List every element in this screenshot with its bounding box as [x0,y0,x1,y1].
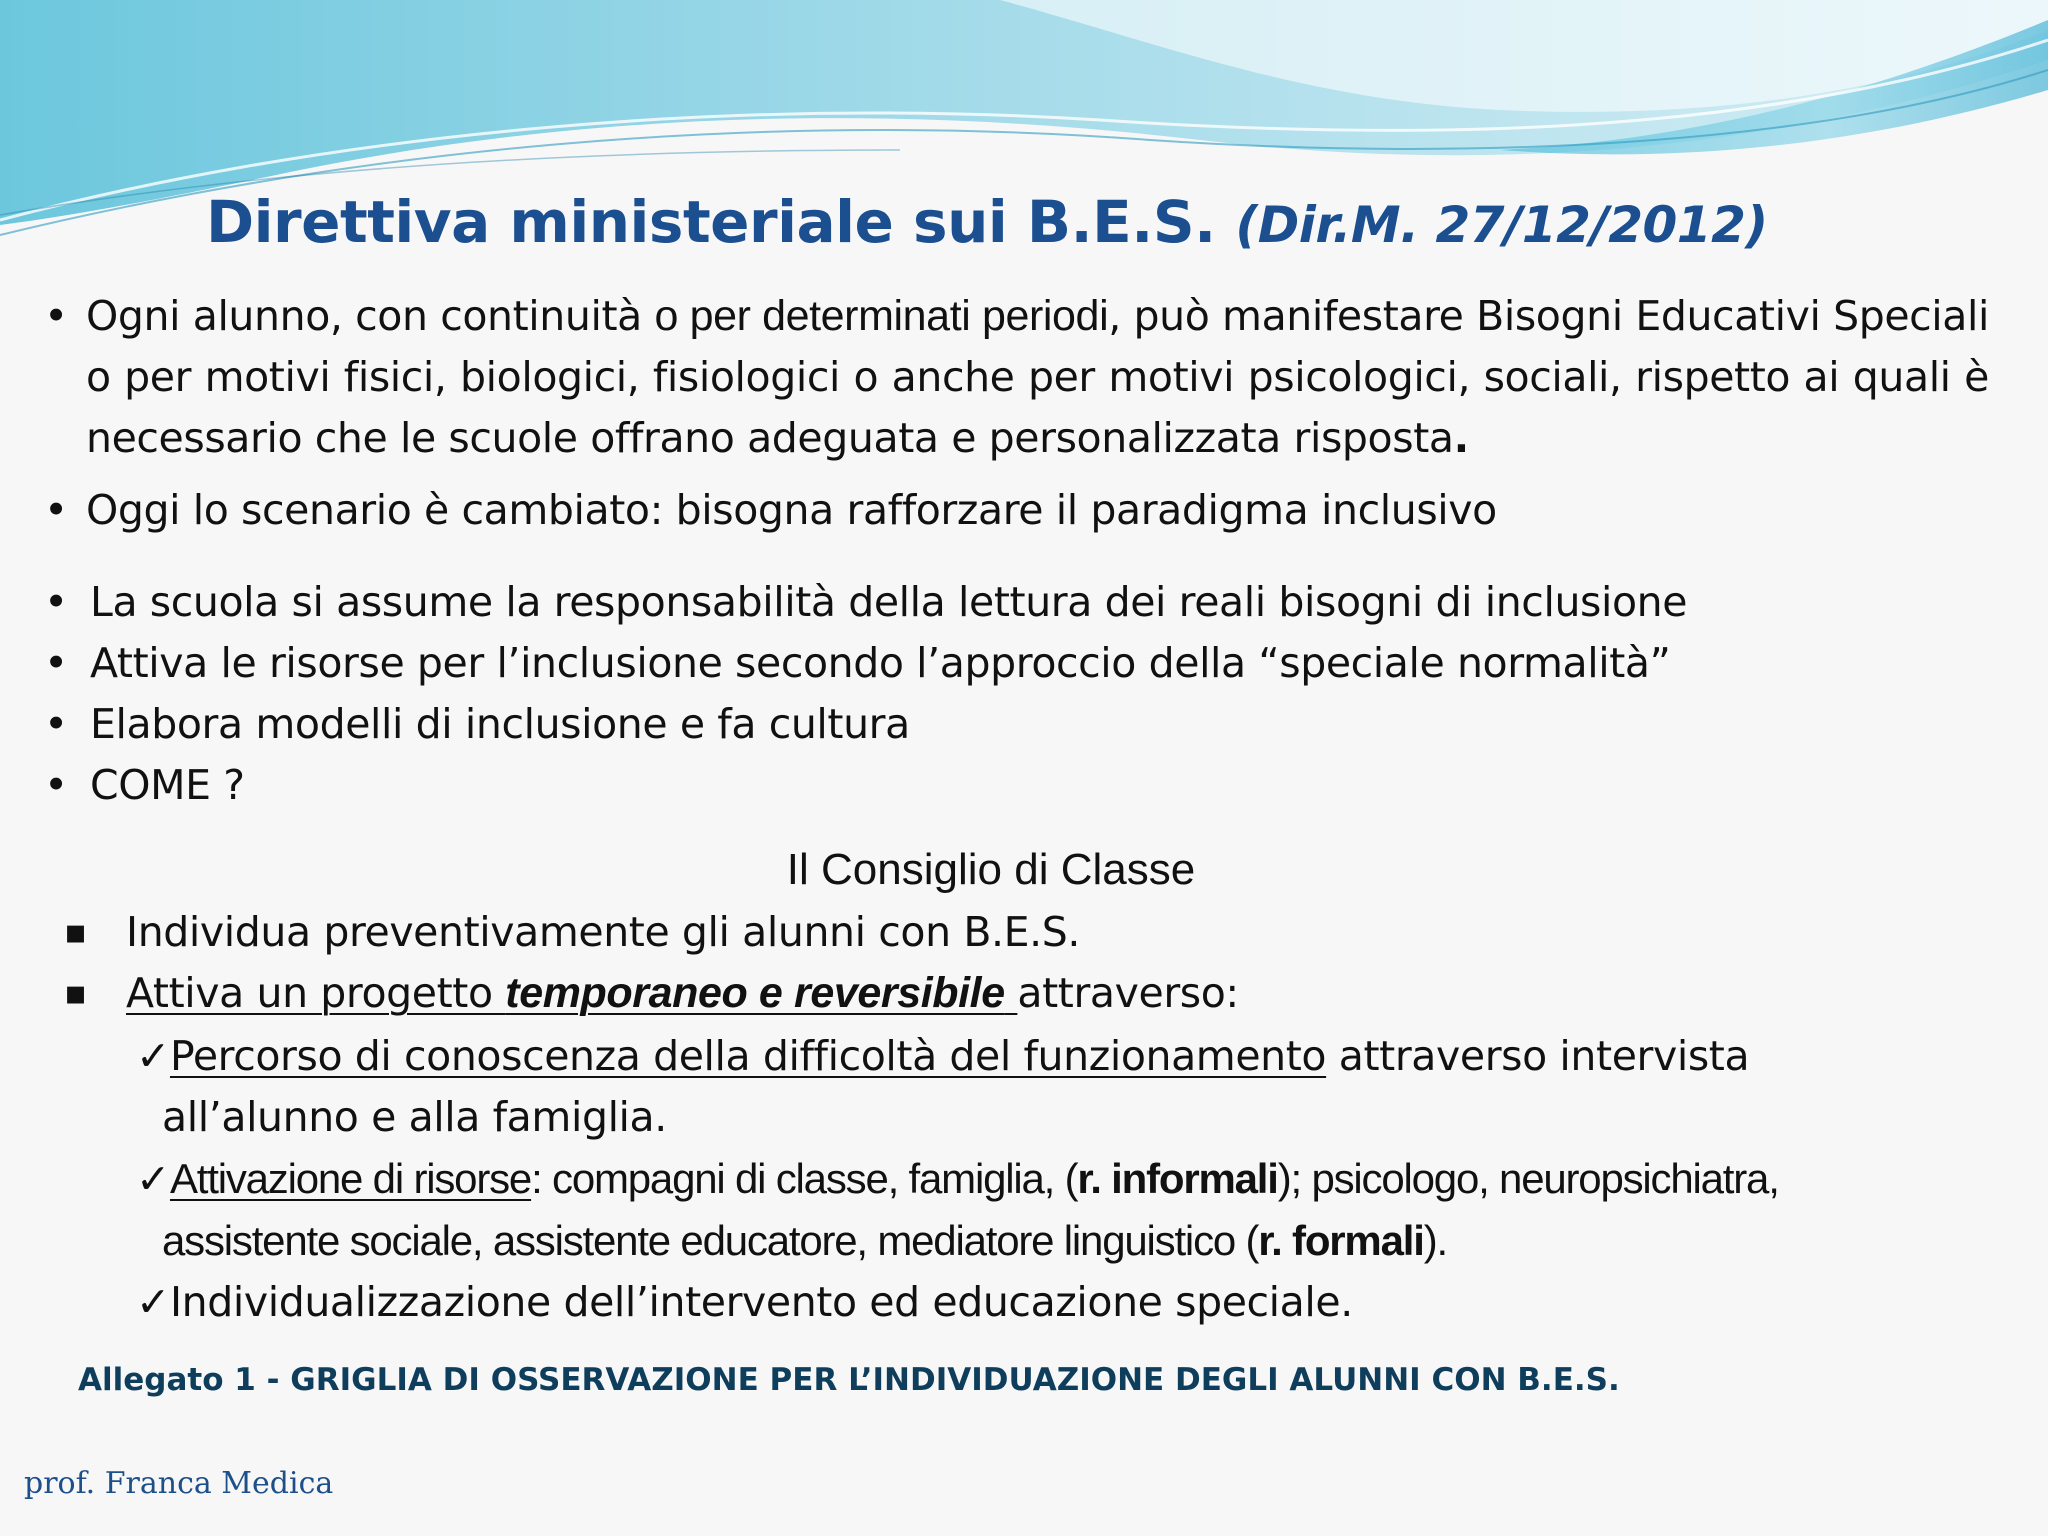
annex-note: Allegato 1 - GRIGLIA DI OSSERVAZIONE PER L’INDIVIDUAZIONE DEGLI ALUNNI CON B.E.S. [78,1362,1620,1398]
list-item: ▪ Attiva un progetto temporaneo e reversibile attraverso: [126,963,2009,1024]
list-item: • COME ? [44,761,245,809]
bullet-dot: • [44,292,68,340]
emphasis-temporary: temporaneo e reversibile [505,969,1005,1017]
list-item: • La scuola si assume la responsabilità della lettura dei reali bisogni di inclusione [44,578,1688,626]
list-item: • Attiva le risorse per l’inclusione secondo l’approccio della “speciale normalità” [44,639,1671,687]
intro-bullet-1: • Ogni alunno, con continuità o per determinati periodi, può manifestare Bisogni Educativi Speciali o per motivi fisici, biologici, fisiologici o anche per motivi psicologici, sociali, rispetto ai quali è necessario che le scuole offrano adeguata e personalizzata risposta. [44,286,1989,469]
check-item: ✓Attivazione di risorse: compagni di classe, famiglia, (r. informali); psicologo, neuropsichiatra, assistente sociale, assistente educatore, mediatore linguistico (r. formali). [136,1155,1779,1264]
slide-title [206,188,1768,256]
check-icon: ✓ [136,1032,170,1080]
title-main: Direttiva ministeriale sui B.E.S. [206,188,1216,256]
check-item: ✓Individualizzazione dell’intervento ed educazione speciale. [136,1278,1353,1326]
emphasis-periods: o per determinati periodi [654,292,1109,340]
bullet-dot: • [44,486,68,534]
intro-bullet-2: • Oggi lo scenario è cambiato: bisogna rafforzare il paradigma inclusivo [44,480,1989,541]
square-bullet: ▪ [64,912,87,952]
check-icon: ✓ [136,1155,170,1203]
list-item: ▪ Individua preventivamente gli alunni con B.E.S. [126,902,2009,963]
consiglio-heading: Il Consiglio di Classe [786,845,1196,894]
check-item: ✓Percorso di conoscenza della difficoltà del funzionamento attraverso intervista all’alunno e alla famiglia. [136,1032,1750,1141]
check-icon: ✓ [136,1278,170,1326]
checklist [136,1026,1996,1333]
list-item: • Elabora modelli di inclusione e fa cultura [44,700,910,748]
consiglio-list [64,902,2009,1024]
author-credit: prof. Franca Medica [24,1466,334,1501]
square-bullet: ▪ [64,973,87,1013]
title-reference: (Dir.M. 27/12/2012) [1235,196,1768,254]
school-points-list [44,572,1989,816]
